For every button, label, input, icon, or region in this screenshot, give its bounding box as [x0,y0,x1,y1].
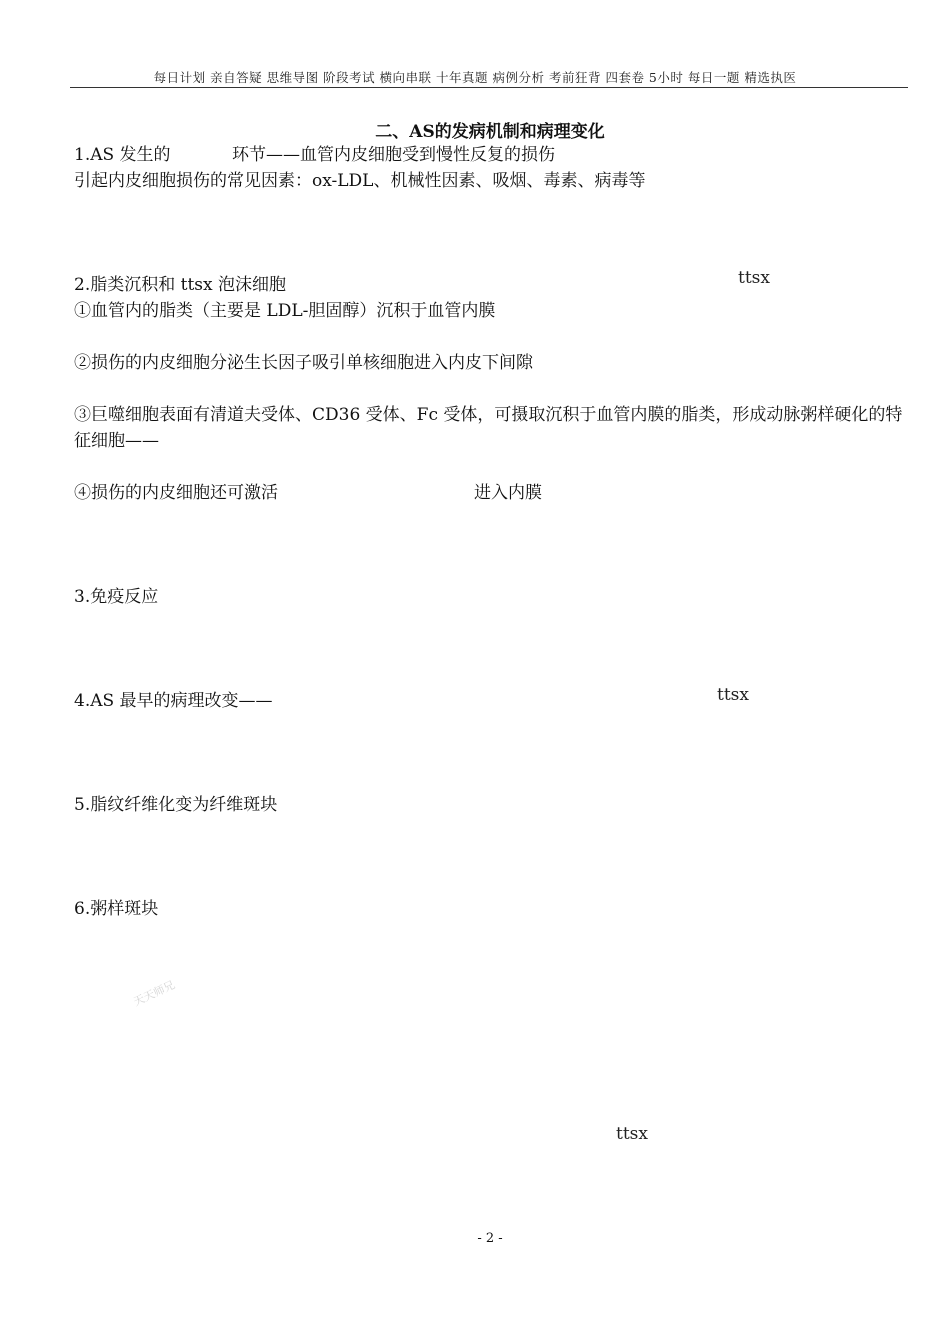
item-1-causes: 引起内皮细胞损伤的常见因素：ox-LDL、机械性因素、吸烟、毒素、病毒等 [74,171,646,191]
item-4-heading: 4.AS 最早的病理改变—— [74,691,273,711]
watermark-text: ttsx [616,1124,648,1144]
page-header: 每日计划 亲自答疑 思维导图 阶段考试 横向串联 十年真题 病例分析 考前狂背 四套卷 5小时 每日一题 精选执医 [153,70,797,85]
item-2-point-4-prefix: ④损伤的内皮细胞还可激活 [74,483,278,503]
faint-watermark: 天天师兄 [131,978,177,1009]
header-rule [70,87,908,88]
section-title: 二、AS的发病机制和病理变化 [375,122,605,142]
watermark-text: ttsx [717,685,749,705]
item-2-heading: 2.脂类沉积和 ttsx 泡沫细胞 [74,275,287,295]
item-1-suffix: 环节——血管内皮细胞受到慢性反复的损伤 [232,145,555,165]
watermark-text: ttsx [738,268,770,288]
item-1-prefix: 1.AS 发生的 [74,145,171,165]
item-6-heading: 6.粥样斑块 [74,899,159,919]
item-3-heading: 3.免疫反应 [74,587,159,607]
item-2-point-1: ①血管内的脂类（主要是 LDL-胆固醇）沉积于血管内膜 [74,301,496,321]
item-2-point-4-suffix: 进入内膜 [474,483,542,503]
item-2-point-2: ②损伤的内皮细胞分泌生长因子吸引单核细胞进入内皮下间隙 [74,353,533,373]
page-number: - 2 - [477,1231,503,1246]
item-2-point-3: ③巨噬细胞表面有清道夫受体、CD36 受体、Fc 受体，可摄取沉积于血管内膜的脂类，形成动脉粥样硬化的特征细胞—— [74,405,903,451]
item-5-heading: 5.脂纹纤维化变为纤维斑块 [74,795,278,815]
